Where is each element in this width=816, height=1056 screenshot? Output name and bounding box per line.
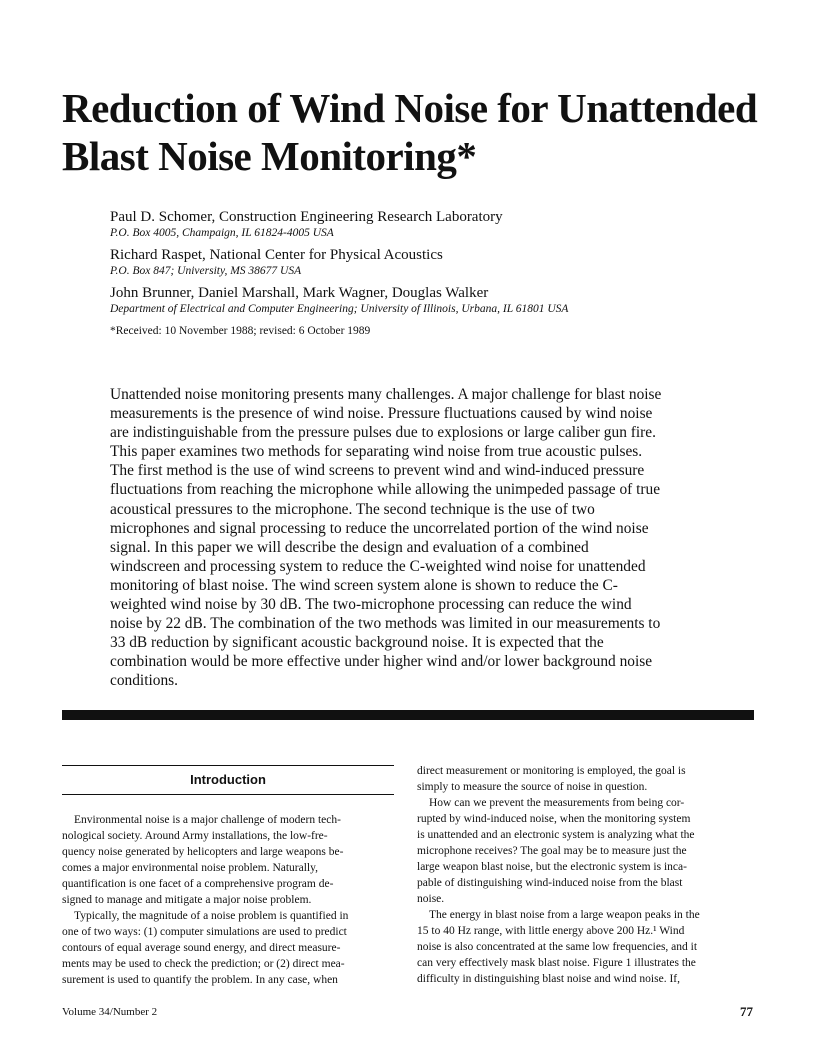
section-divider bbox=[62, 710, 754, 720]
page-number: 77 bbox=[740, 1004, 753, 1019]
text-line: difficulty in distinguishing blast noise and wind noise. If, bbox=[417, 973, 680, 985]
abstract-line: windscreen and processing system to reduce the C-weighted wind noise for unattended bbox=[110, 557, 646, 575]
text-line: How can we prevent the measurements from being cor- bbox=[429, 797, 685, 809]
received-note: *Received: 10 November 1988; revised: 6 October 1989 bbox=[110, 325, 371, 337]
abstract-line: The first method is the use of wind screens to prevent wind and wind-induced pressure bbox=[110, 462, 645, 480]
text-line: quency noise generated by helicopters and large weapons be- bbox=[62, 846, 344, 858]
paper-title bbox=[62, 84, 782, 180]
abstract-line: Unattended noise monitoring presents many challenges. A major challenge for blast noise bbox=[110, 386, 662, 403]
author-name: Richard Raspet, National Center for Physical Acoustics bbox=[110, 247, 443, 263]
heading-rule-top bbox=[62, 765, 394, 766]
author-list bbox=[110, 208, 730, 338]
abstract-line: noise by 22 dB. The combination of the two methods was limited in our measurements to bbox=[110, 615, 661, 633]
abstract-line: signal. In this paper we will describe the design and evaluation of a combined bbox=[110, 538, 589, 556]
text-line: Typically, the magnitude of a noise problem is quantified in bbox=[74, 910, 349, 922]
section-heading bbox=[62, 760, 394, 800]
text-line: rupted by wind-induced noise, when the monitoring system bbox=[417, 813, 691, 825]
abstract-line: weighted wind noise by 30 dB. The two-microphone processing can reduce the wind bbox=[110, 596, 632, 614]
text-line: noise. bbox=[417, 893, 445, 905]
abstract bbox=[110, 385, 708, 691]
text-line: comes a major environmental noise problem. Naturally, bbox=[62, 862, 319, 874]
paragraph bbox=[417, 907, 754, 987]
abstract-line: conditions. bbox=[110, 672, 178, 690]
author-address: P.O. Box 847; University, MS 38677 USA bbox=[110, 265, 302, 277]
abstract-line: combination would be more effective under higher wind and/or lower background noise bbox=[110, 653, 653, 671]
text-line: microphone receives? The goal may be to measure just the bbox=[417, 845, 687, 857]
text-line: noise is also concentrated at the same low frequencies, and it bbox=[417, 941, 698, 953]
text-line: signed to manage and mitigate a major noise problem. bbox=[62, 894, 312, 906]
left-column bbox=[62, 760, 394, 988]
text-line: The energy in blast noise from a large weapon peaks in the bbox=[429, 909, 700, 921]
abstract-line: This paper examines two methods for separating wind noise from true acoustic pulses. bbox=[110, 443, 643, 461]
author-address: P.O. Box 4005, Champaign, IL 61824-4005 USA bbox=[110, 227, 334, 239]
author-name: Paul D. Schomer, Construction Engineering Research Laboratory bbox=[110, 209, 503, 225]
text-line: 15 to 40 Hz range, with little energy above 200 Hz.¹ Wind bbox=[417, 925, 685, 937]
text-line: large weapon blast noise, but the electronic system is inca- bbox=[417, 861, 687, 873]
author-block bbox=[110, 246, 730, 278]
author-block bbox=[110, 208, 730, 240]
text-line: pable of distinguishing wind-induced noise from the blast bbox=[417, 877, 683, 889]
paragraph bbox=[417, 795, 754, 907]
author-address: Department of Electrical and Computer Engineering; University of Illinois, Urbana, IL 61801 USA bbox=[110, 303, 569, 315]
text-line: surement is used to quantify the problem. In any case, when bbox=[62, 974, 338, 986]
text-line: contours of equal average sound energy, and direct measure- bbox=[62, 942, 341, 954]
journal-volume: Volume 34/Number 2 bbox=[62, 1006, 158, 1018]
text-line: quantification is one facet of a comprehensive program de- bbox=[62, 878, 334, 890]
paragraph bbox=[62, 908, 394, 988]
abstract-line: measurements is the presence of wind noise. Pressure fluctuations caused by wind noise bbox=[110, 405, 653, 423]
section-heading-label: Introduction bbox=[190, 772, 266, 787]
paragraph bbox=[417, 763, 754, 795]
abstract-line: monitoring of blast noise. The wind screen system alone is shown to reduce the C- bbox=[110, 576, 618, 594]
text-line: nological society. Around Army installations, the low-fre- bbox=[62, 830, 328, 842]
text-line: ments may be used to check the prediction; or (2) direct mea- bbox=[62, 958, 345, 970]
heading-rule-bottom bbox=[62, 794, 394, 795]
title-line: Blast Noise Monitoring* bbox=[62, 133, 477, 179]
abstract-line: microphones and signal processing to reduce the uncorrelated portion of the wind noise bbox=[110, 519, 649, 537]
right-column bbox=[417, 763, 754, 987]
author-name: John Brunner, Daniel Marshall, Mark Wagner, Douglas Walker bbox=[110, 285, 489, 301]
title-line: Reduction of Wind Noise for Unattended bbox=[62, 85, 758, 131]
abstract-line: acoustical pressures to the microphone. The second technique is the use of two bbox=[110, 500, 595, 518]
text-line: is unattended and an electronic system is analyzing what the bbox=[417, 829, 695, 841]
abstract-line: fluctuations from reaching the microphone while allowing the unimpeded passage of true bbox=[110, 481, 661, 499]
text-line: simply to measure the source of noise in question. bbox=[417, 781, 648, 793]
abstract-line: are indistinguishable from the pressure pulses due to explosions or large caliber gun fire. bbox=[110, 424, 656, 442]
text-line: Environmental noise is a major challenge of modern tech- bbox=[74, 814, 341, 826]
text-line: direct measurement or monitoring is employed, the goal is bbox=[417, 765, 686, 777]
abstract-line: 33 dB reduction by significant acoustic background noise. It is expected that the bbox=[110, 634, 604, 652]
text-line: one of two ways: (1) computer simulations are used to predict bbox=[62, 926, 347, 938]
text-line: can very effectively mask blast noise. Figure 1 illustrates the bbox=[417, 957, 696, 969]
author-block bbox=[110, 284, 730, 316]
paragraph bbox=[62, 812, 394, 908]
